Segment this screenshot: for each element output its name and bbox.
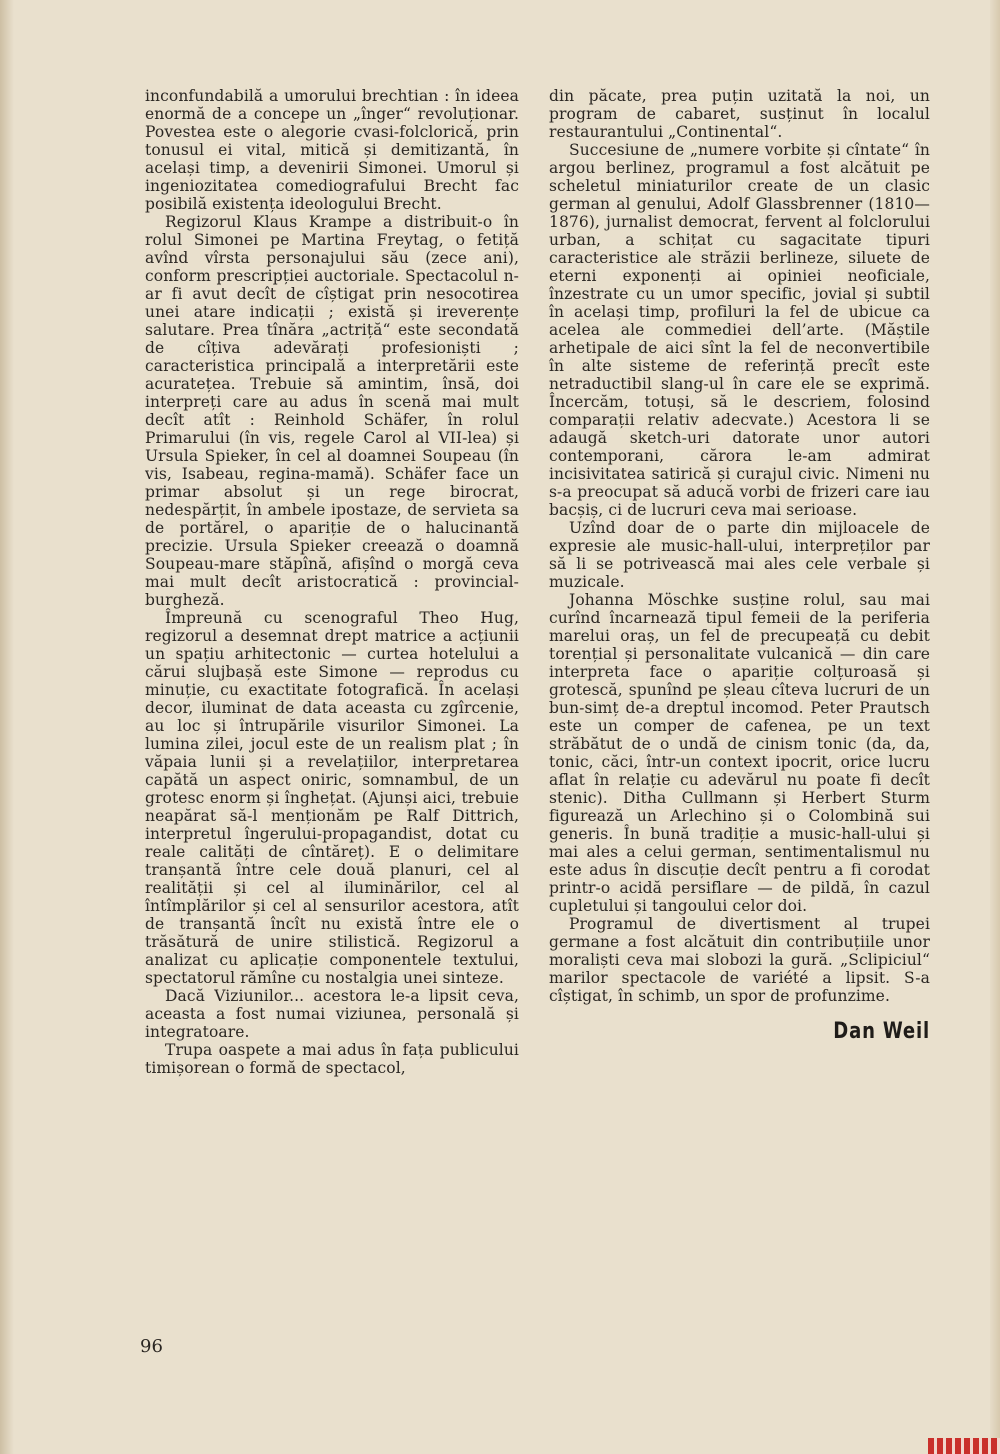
- paragraph: Johanna Möschke susține rolul, sau mai curînd încarnează tipul femeii de la periferia marelui oraș, un fel de precupeață cu debit torențial și personalitate vulcanică — din care interpreta face o apariție colțuroasă și grotescă, spunînd pe șleau cîteva lucruri de un bun-simț de-a dreptul incomod. Peter Prautsch este un comper de cafenea, pe un text străbătut de o undă de cinism tonic (da, da, tonic, căci, într-un context ipocrit, orice lucru aflat în relație cu adevărul nu poate fi decît stenic). Ditha Cullmann și Herbert Sturm figurează un Arlechino și o Colombină sui generis. În bună tradiție a music-hall-ului și mai ales a celui german, sentimentalismul nu este adus în discuție decît pentru a fi corodat printr-o acidă persiflare — de pildă, în cazul cupletului și tangoului celor doi.: [549, 591, 930, 915]
- paragraph: inconfundabilă a umorului brechtian : în ideea enormă de a concepe un „înger“ revoluționar. Povestea este o alegorie cvasi-folclorică, prin tonusul ei vital, mitică și demitizantă, în același timp, a devenirii Simonei. Umorul și ingeniozitatea comediografului Brecht fac posibilă existența ideologului Brecht.: [145, 87, 519, 213]
- paragraph: Împreună cu scenograful Theo Hug, regizorul a desemnat drept matrice a acțiunii un spațiu arhitectonic — curtea hotelului a cărui slujbașă este Simone — reprodus cu minuție, cu exactitate fotografică. În același decor, iluminat de data aceasta cu zgîrcenie, au loc și întrupările visurilor Simonei. La lumina zilei, jocul este de un realism plat ; în văpaia lunii și a revelațiilor, interpretarea capătă un aspect oniric, somnambul, de un grotesc enorm și înghețat. (Ajunși aici, trebuie neapărat să-l menționăm pe Ralf Dittrich, interpretul îngerului-propagandist, dotat cu reale calități de cîntăreț). E o delimitare tranșantă între cele două planuri, cel al realității și cel al iluminărilor, cel al întîmplărilor și cel al sensurilor acestora, atît de tranșantă încît nu există între ele o trăsătură de unire stilistică. Regizorul a analizat cu aplicație componentele textului, spectatorul rămîne cu nostalgia unei sinteze.: [145, 609, 519, 987]
- paragraph: Uzînd doar de o parte din mijloacele de expresie ale music-hall-ului, interpreților par să li se potrivească mai ales cele verbale și muzicale.: [549, 519, 930, 591]
- paragraph: Programul de divertisment al trupei germane a fost alcătuit din contribuțiile unor moraliști ceva mai slobozi la gură. „Sclipiciul“ marilor spectacole de variété a lipsit. S-a cîștigat, în schimb, un spor de profunzime.: [549, 915, 930, 1005]
- paragraph: Succesiune de „numere vorbite și cîntate“ în argou berlinez, programul a fost alcătuit pe scheletul miniaturilor create de un clasic german al genului, Adolf Glassbrenner (1810—1876), jurnalist democrat, fervent al folclorului urban, a schițat cu sagacitate tipuri caracteristice ale străzii berlineze, siluete de eterni exponenți ai opiniei neoficiale, înzestrate cu un umor specific, jovial și subtil în același timp, profiluri la fel de ubicue ca acelea ale commediei dell’arte. (Măștile arhetipale de aici sînt la fel de neconvertibile în alte sisteme de referință precît este netraductibil slang-ul în care ele se exprimă. Încercăm, totuși, să le descriem, folosind comparații relativ adecvate.) Acestora li se adaugă sketch-uri datorate unor autori contemporani, cărora le-am admirat incisivitatea satirică și curajul civic. Nimeni nu s-a preocupat să aducă vorbi de frizeri care iau bacșiș, ci de lucruri ceva mai serioase.: [549, 141, 930, 519]
- paragraph: Trupa oaspete a mai adus în fața publicului timișorean o formă de spectacol,: [145, 1041, 519, 1077]
- page-number: 96: [140, 1336, 163, 1357]
- paragraph: din păcate, prea puțin uzitată la noi, un program de cabaret, susținut în localul restaurantului „Continental“.: [549, 87, 930, 141]
- author-signature: Dan Weil: [833, 1019, 930, 1044]
- page-gutter-shadow: [0, 0, 14, 1454]
- right-column: [549, 87, 930, 1044]
- paragraph: Dacă Viziunilor... acestora le-a lipsit ceva, aceasta a fost numai viziunea, personală și integratoare.: [145, 987, 519, 1041]
- binding-strip: [928, 1438, 1000, 1454]
- paragraph: Regizorul Klaus Krampe a distribuit-o în rolul Simonei pe Martina Freytag, o fetiță avînd vîrsta personajului său (zece ani), conform prescripției auctoriale. Spectacolul n-ar fi avut decît de cîștigat prin nesocotirea unei atare indicații ; există și ireverențe salutare. Prea tînăra „actriță“ este secondată de cîțiva adevărați profesioniști ; caracteristica principală a interpretării este acuratețea. Trebuie să amintim, însă, doi interpreți care au adus în scenă mai mult decît atît : Reinhold Schäfer, în rolul Primarului (în vis, regele Carol al VII-lea) și Ursula Spieker, în cel al doamnei Soupeau (în vis, Isabeau, regina-mamă). Schäfer face un primar absolut și un rege birocrat, nedespărțit, în ambele ipostaze, de servieta sa de portărel, o apariție de o halucinantă precizie. Ursula Spieker creează o doamnă Soupeau-mare stăpînă, afișînd o morgă ceva mai mult decît aristocratică : provincial-burgheză.: [145, 213, 519, 609]
- page-edge: [990, 0, 1000, 1454]
- left-column: [145, 87, 519, 1077]
